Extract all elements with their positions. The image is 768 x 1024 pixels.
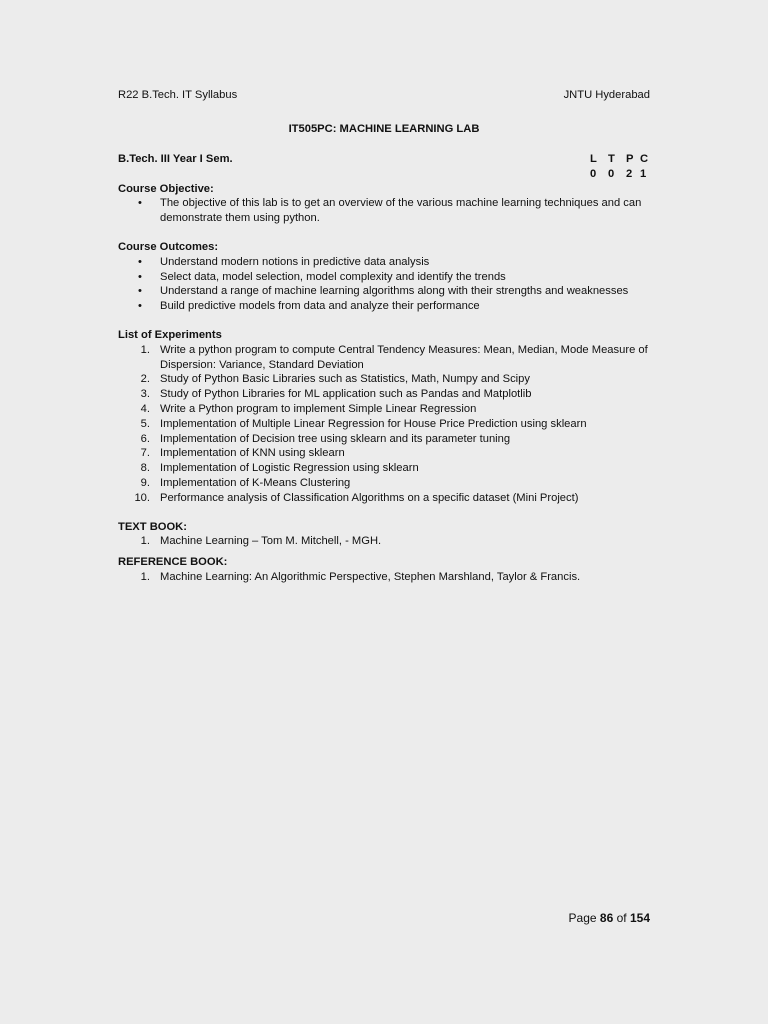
list-item: • Build predictive models from data and analyze their performance [118, 299, 650, 314]
ltpc-value-c: 1 [640, 167, 647, 180]
of-label: of [616, 911, 627, 925]
list-item [118, 372, 650, 387]
reference-book-list [118, 570, 650, 585]
item-text: Write a Python program to implement Simple Linear Regression [160, 402, 477, 415]
page-footer [569, 911, 650, 925]
list-item [118, 534, 650, 549]
item-number: 1. [140, 343, 150, 356]
list-item [118, 417, 650, 432]
list-item [118, 387, 650, 402]
item-number: 9. [140, 476, 150, 489]
page-number: 86 [599, 911, 614, 925]
list-item [118, 461, 650, 476]
list-item: • The objective of this lab is to get an overview of the various machine learning techniques and can demonstrate them using python. [118, 196, 650, 226]
item-text: Implementation of Logistic Regression using sklearn [160, 462, 419, 475]
ltpc-label-c: C [640, 153, 649, 165]
page-label: Page [568, 911, 597, 925]
course-outcomes-heading: Course Outcomes: [118, 240, 219, 253]
list-item: • Understand modern notions in predictive data analysis [118, 255, 650, 270]
text-book-heading: TEXT BOOK: [118, 520, 187, 533]
item-text: Machine Learning – Tom M. Mitchell, - MGH. [160, 535, 382, 548]
list-item [118, 491, 650, 506]
item-text: Performance analysis of Classification Algorithms on a specific dataset (Mini Project) [160, 491, 579, 504]
semester-label: B.Tech. III Year I Sem. [118, 153, 233, 165]
item-text: Implementation of Decision tree using sklearn and its parameter tuning [160, 432, 511, 445]
page-title: IT505PC: MACHINE LEARNING LAB [288, 123, 480, 135]
item-text: Implementation of K-Means Clustering [160, 476, 351, 489]
running-header [118, 88, 650, 108]
course-objective-heading: Course Objective: [118, 182, 214, 195]
ltpc-label-t: T [608, 153, 615, 165]
item-text: Machine Learning: An Algorithmic Perspective, Stephen Marshland, Taylor & Francis. [160, 570, 581, 583]
item-number: 2. [140, 373, 150, 386]
item-text: Study of Python Libraries for ML application such as Pandas and Matplotlib [160, 388, 532, 401]
item-number: 10. [134, 491, 150, 504]
ltpc-table [590, 152, 650, 182]
list-item [118, 570, 650, 585]
ltpc-value-p: 2 [626, 167, 633, 180]
page-content [118, 88, 650, 585]
ltpc-label-p: P [626, 153, 634, 165]
list-item: • Understand a range of machine learning algorithms along with their strengths and weaknesses [118, 284, 650, 299]
experiments-list [118, 343, 650, 506]
total-pages: 154 [629, 911, 650, 925]
ltpc-value-l: 0 [590, 167, 597, 180]
text-book-list [118, 534, 650, 549]
item-number: 6. [140, 432, 150, 445]
list-item [118, 446, 650, 461]
experiments-heading: List of Experiments [118, 328, 222, 341]
list-item [118, 432, 650, 447]
header-right: JNTU Hyderabad [563, 89, 650, 101]
header-left: R22 B.Tech. IT Syllabus [118, 89, 238, 101]
item-number: 1. [140, 570, 150, 583]
list-item: • Select data, model selection, model complexity and identify the trends [118, 270, 650, 285]
course-objective-list [118, 196, 650, 226]
list-item [118, 402, 650, 417]
item-number: 3. [140, 388, 150, 401]
item-text: Implementation of KNN using sklearn [160, 447, 345, 460]
item-number: 4. [140, 402, 150, 415]
list-item [118, 476, 650, 491]
item-text: Study of Python Basic Libraries such as Statistics, Math, Numpy and Scipy [160, 373, 530, 386]
ltpc-label-l: L [590, 153, 597, 165]
course-outcomes-list [118, 255, 650, 314]
ltpc-value-t: 0 [608, 167, 615, 180]
item-number: 5. [140, 417, 150, 430]
semester-row [118, 152, 650, 182]
item-number: 1. [140, 535, 150, 548]
item-number: 8. [140, 462, 150, 475]
reference-book-heading: REFERENCE BOOK: [118, 556, 228, 569]
item-text: Write a python program to compute Central Tendency Measures: Mean, Median, Mode Measure of Dispersion: Variance, Standard Deviation [160, 343, 648, 371]
item-number: 7. [140, 447, 150, 460]
list-item [118, 343, 650, 373]
item-text: Implementation of Multiple Linear Regression for House Price Prediction using sklearn [160, 417, 587, 430]
